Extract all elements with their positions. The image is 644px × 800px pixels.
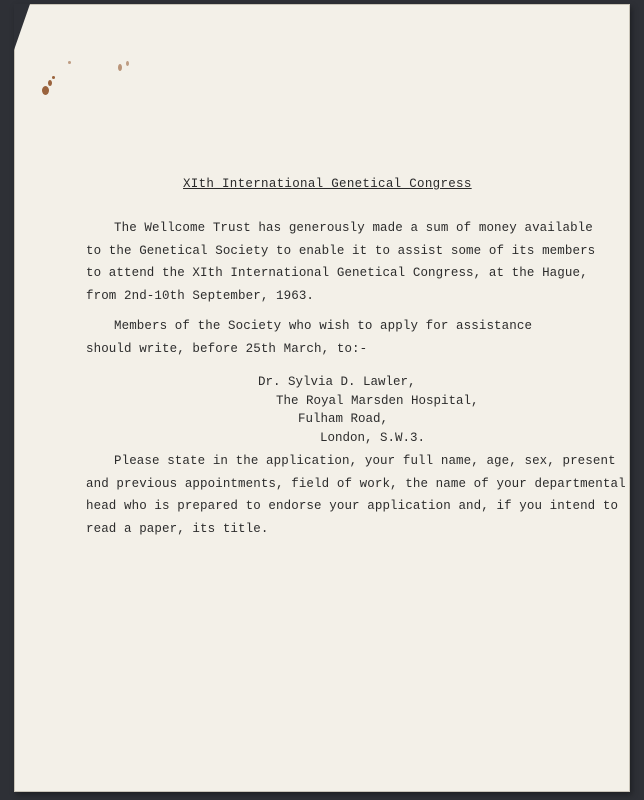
- text-line: Members of the Society who wish to apply for assistance: [114, 319, 533, 333]
- text-line: head who is prepared to endorse your application and, if you intend to: [86, 499, 619, 514]
- rust-stain: [126, 61, 129, 66]
- rust-stain: [68, 61, 71, 64]
- text-line: from 2nd-10th September, 1963.: [86, 288, 315, 303]
- paragraph-funding: [86, 217, 595, 307]
- text-line: The Wellcome Trust has generously made a sum of money available: [114, 221, 593, 235]
- text-line: should write, before 25th March, to:-: [86, 341, 368, 356]
- text-line: to the Genetical Society to enable it to assist some of its members: [86, 243, 596, 258]
- address-line: Fulham Road,: [298, 412, 389, 427]
- address-line: London, S.W.3.: [320, 430, 426, 445]
- text-line: and previous appointments, field of work, the name of your departmental: [86, 476, 626, 491]
- document-title: XIth International Genetical Congress: [183, 177, 472, 191]
- paragraph-apply: [86, 315, 532, 360]
- rust-stain: [48, 80, 52, 86]
- rust-stain: [118, 64, 122, 71]
- text-line: read a paper, its title.: [86, 521, 269, 536]
- folded-corner: [14, 4, 30, 50]
- address-line: Dr. Sylvia D. Lawler,: [258, 375, 416, 389]
- address-line: The Royal Marsden Hospital,: [276, 393, 479, 408]
- postal-address: [258, 373, 479, 447]
- rust-stain: [42, 86, 49, 95]
- text-line: Please state in the application, your full name, age, sex, present: [114, 454, 616, 468]
- paragraph-instructions: [86, 450, 626, 540]
- rust-stain: [52, 76, 55, 79]
- text-line: to attend the XIth International Genetical Congress, at the Hague,: [86, 266, 588, 281]
